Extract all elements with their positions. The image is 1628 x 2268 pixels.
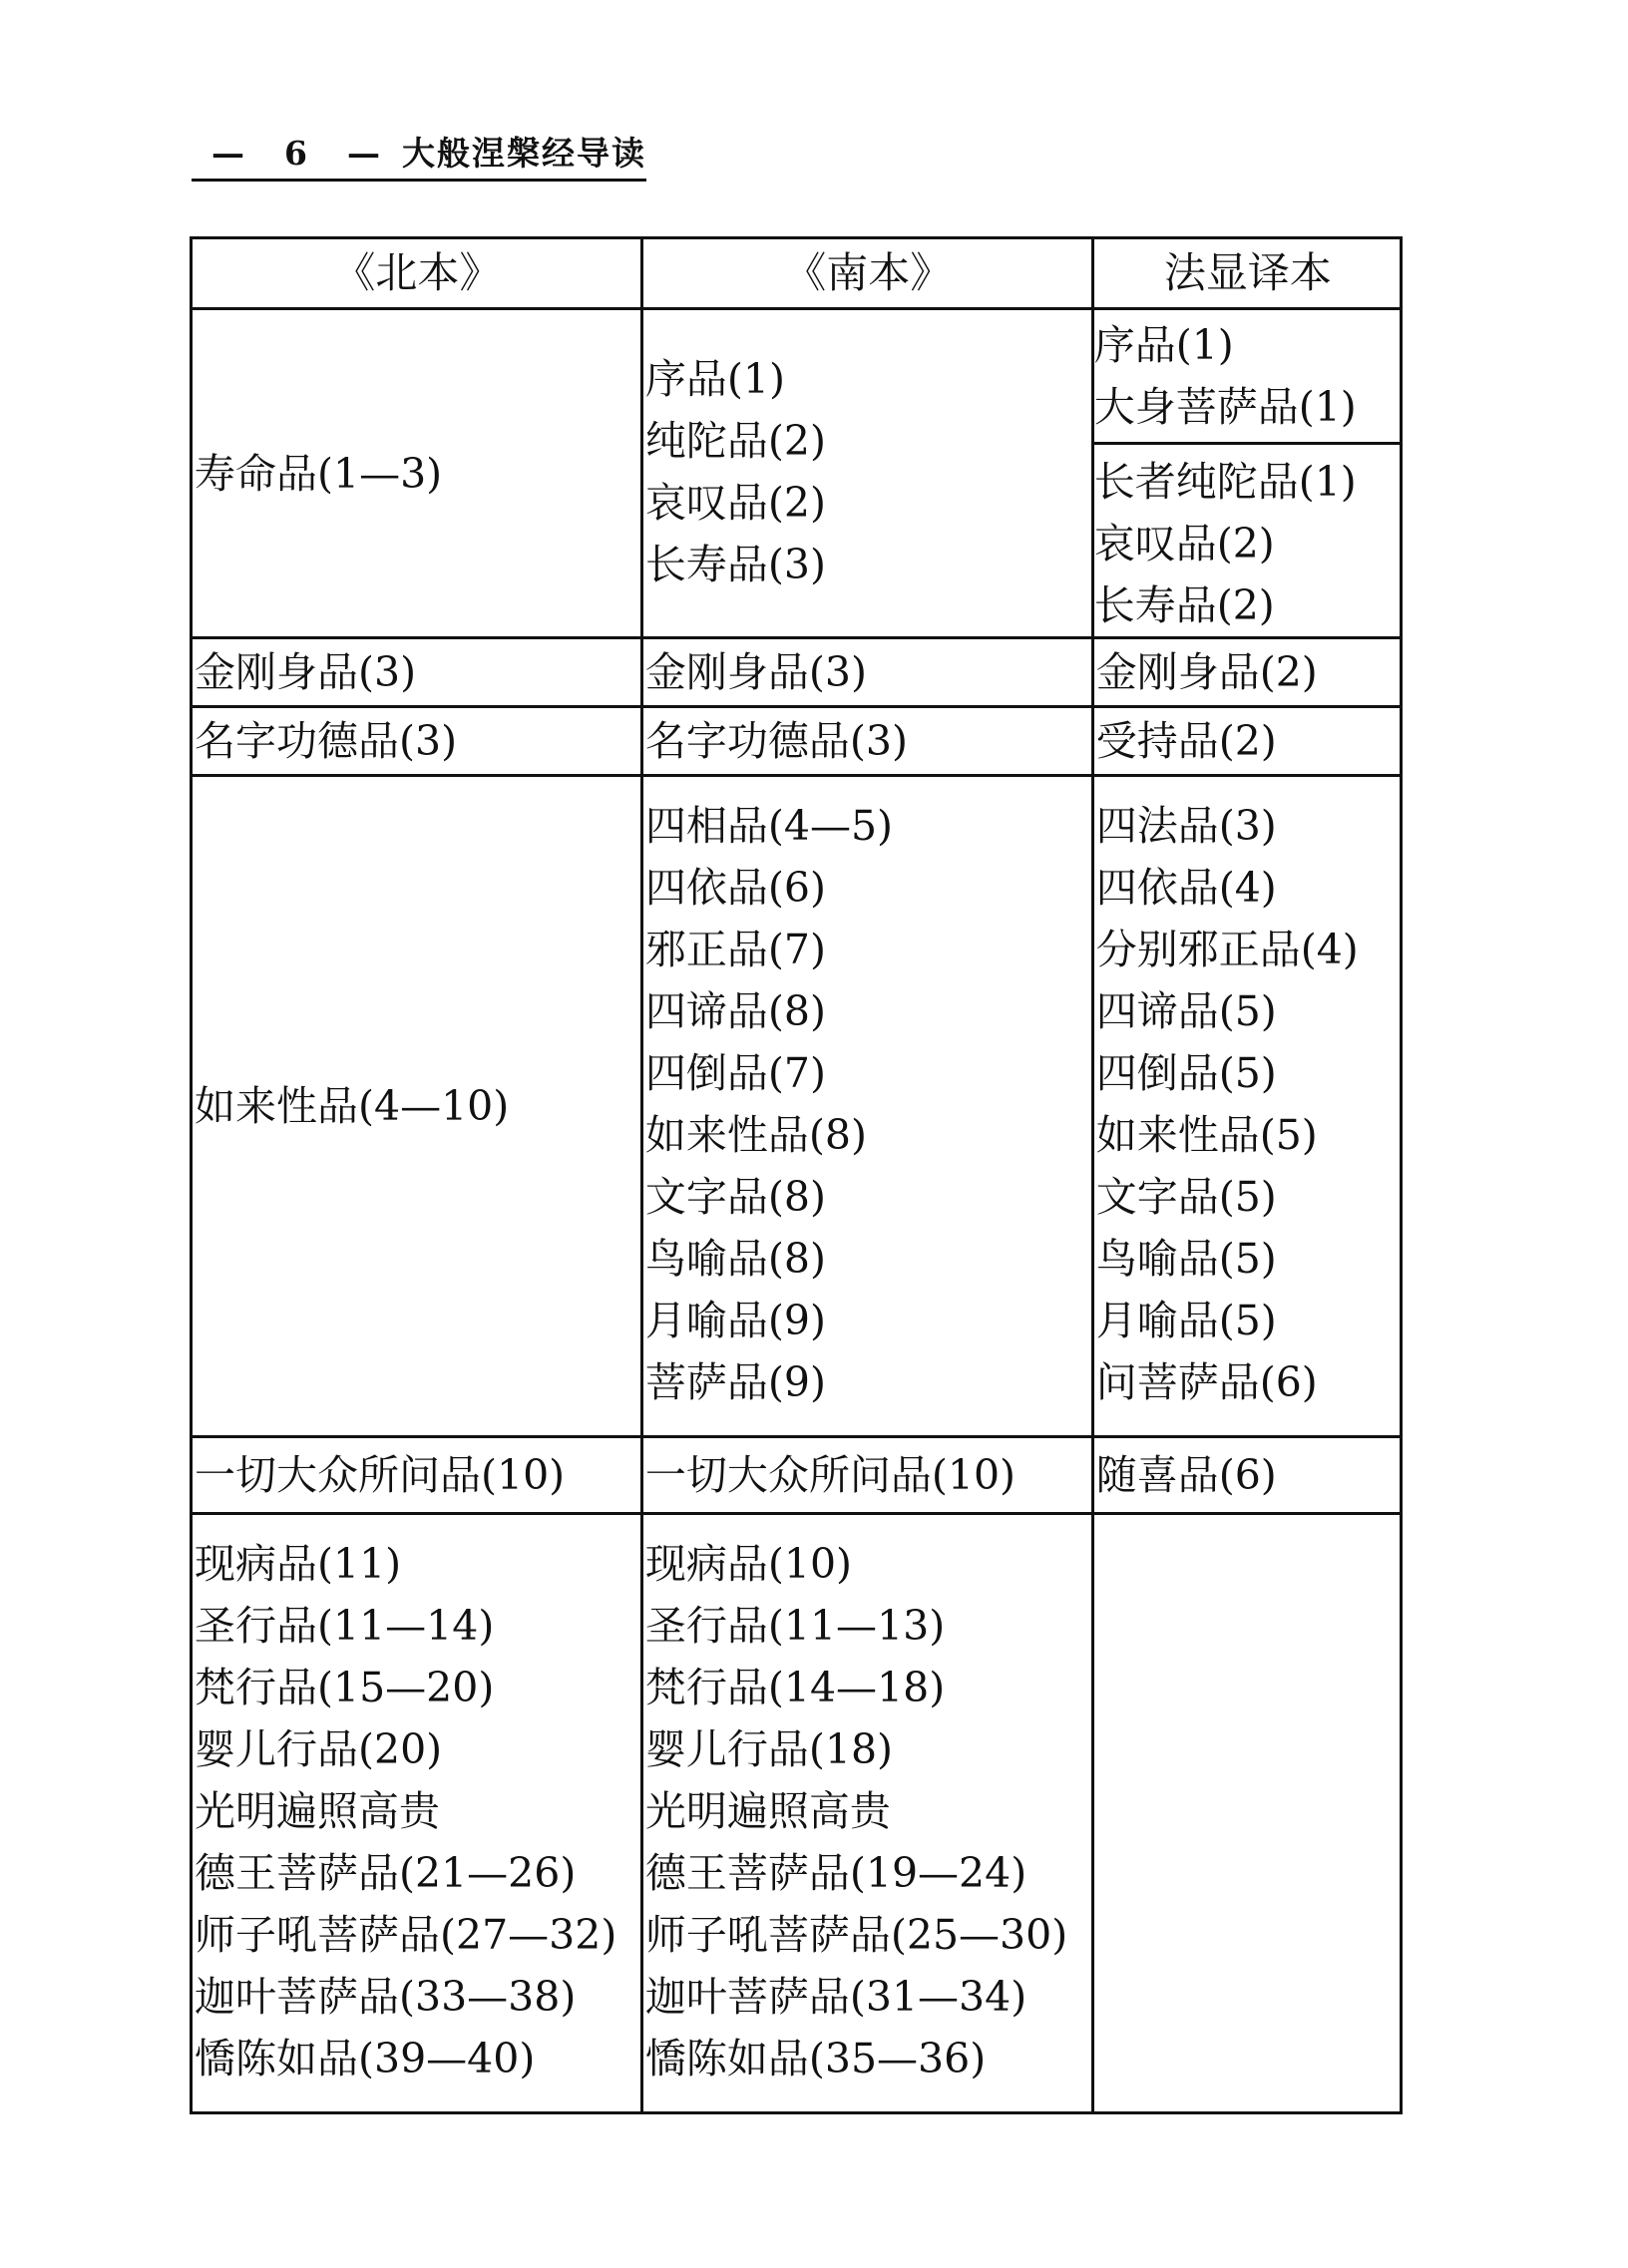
table-row bbox=[192, 707, 1402, 776]
cell-line: 文字品(8) bbox=[644, 1173, 826, 1221]
cell-line: 德王菩萨品(21—26) bbox=[195, 1849, 577, 1897]
cell-line: 如来性品(5) bbox=[1095, 1111, 1318, 1159]
cell-line: 问菩萨品(6) bbox=[1095, 1358, 1318, 1406]
row4-north bbox=[192, 776, 642, 1437]
cell-line: 圣行品(11—14) bbox=[195, 1602, 495, 1650]
row3-faxian: 受持品(2) bbox=[1092, 707, 1401, 776]
cell-line: 分别邪正品(4) bbox=[1095, 926, 1359, 973]
header-dash-left: — bbox=[211, 134, 246, 173]
cell-line: 哀叹品(2) bbox=[644, 478, 826, 527]
cell-line: 梵行品(15—20) bbox=[195, 1664, 495, 1711]
table-header-row bbox=[192, 238, 1402, 309]
cell-line: 四相品(4—5) bbox=[644, 802, 894, 850]
page-number: 6 bbox=[284, 134, 309, 173]
cell-line: 迦叶菩萨品(31—34) bbox=[644, 1973, 1027, 2021]
row1-faxian bbox=[1092, 309, 1401, 638]
cell-line: 婴儿行品(20) bbox=[195, 1725, 443, 1773]
row1-north bbox=[192, 309, 642, 638]
header-north: 《北本》 bbox=[192, 238, 642, 309]
faxian-subcell-top bbox=[1094, 310, 1400, 445]
cell-line: 现病品(11) bbox=[195, 1540, 402, 1588]
cell-line: 师子吼菩萨品(25—30) bbox=[644, 1911, 1068, 1959]
cell-line: 菩萨品(9) bbox=[644, 1358, 826, 1406]
cell-line: 婴儿行品(18) bbox=[644, 1725, 894, 1773]
row6-south bbox=[641, 1514, 1092, 2113]
cell-line: 哀叹品(2) bbox=[1093, 520, 1275, 567]
cell-line: 文字品(5) bbox=[1095, 1173, 1277, 1221]
cell-line: 邪正品(7) bbox=[644, 926, 826, 973]
table-row bbox=[192, 1437, 1402, 1514]
row5-south: 一切大众所问品(10) bbox=[641, 1437, 1092, 1514]
header-dash-right: — bbox=[346, 134, 382, 173]
cell-line: 纯陀品(2) bbox=[644, 416, 826, 465]
cell-line: 长寿品(2) bbox=[1093, 581, 1275, 629]
row2-faxian: 金刚身品(2) bbox=[1092, 638, 1401, 707]
table-row bbox=[192, 1514, 1402, 2113]
cell-line: 月喻品(5) bbox=[1095, 1297, 1277, 1344]
cell-line: 憍陈如品(35—36) bbox=[644, 2035, 987, 2082]
cell-line: 长者纯陀品(1) bbox=[1093, 458, 1357, 506]
faxian-subcell-bottom bbox=[1094, 445, 1400, 636]
row3-south: 名字功德品(3) bbox=[641, 707, 1092, 776]
row6-north bbox=[192, 1514, 642, 2113]
cell-line: 四依品(6) bbox=[644, 864, 826, 912]
cell-line: 鸟喻品(5) bbox=[1095, 1235, 1277, 1283]
comparison-table bbox=[190, 236, 1403, 2114]
cell-line: 长寿品(3) bbox=[644, 540, 826, 588]
cell-line: 现病品(10) bbox=[644, 1540, 853, 1588]
row5-north: 一切大众所问品(10) bbox=[192, 1437, 642, 1514]
row6-faxian-empty bbox=[1092, 1514, 1401, 2113]
table-row bbox=[192, 776, 1402, 1437]
row3-north: 名字功德品(3) bbox=[192, 707, 642, 776]
cell-line: 迦叶菩萨品(33—38) bbox=[195, 1973, 577, 2021]
header-south: 《南本》 bbox=[641, 238, 1092, 309]
cell-line: 圣行品(11—13) bbox=[644, 1602, 946, 1650]
cell-line: 四倒品(5) bbox=[1095, 1049, 1277, 1097]
cell-line: 序品(1) bbox=[1093, 321, 1234, 369]
cell-line: 四谛品(5) bbox=[1095, 987, 1277, 1035]
cell-line: 光明遍照高贵 bbox=[644, 1787, 891, 1835]
row2-north: 金刚身品(3) bbox=[192, 638, 642, 707]
table-row bbox=[192, 309, 1402, 638]
cell-line: 寿命品(1—3) bbox=[195, 449, 443, 498]
row5-faxian: 随喜品(6) bbox=[1092, 1437, 1401, 1514]
book-title: 大般涅槃经导读 bbox=[401, 134, 646, 173]
table-row bbox=[192, 638, 1402, 707]
cell-line: 序品(1) bbox=[644, 354, 785, 403]
cell-line: 憍陈如品(39—40) bbox=[195, 2035, 536, 2082]
cell-line: 如来性品(8) bbox=[644, 1111, 867, 1159]
cell-line: 鸟喻品(8) bbox=[644, 1235, 826, 1283]
cell-line: 四法品(3) bbox=[1095, 802, 1277, 850]
cell-line: 师子吼菩萨品(27—32) bbox=[195, 1911, 617, 1959]
cell-line: 四依品(4) bbox=[1095, 864, 1277, 912]
cell-line: 月喻品(9) bbox=[644, 1297, 826, 1344]
row2-south: 金刚身品(3) bbox=[641, 638, 1092, 707]
cell-line: 四倒品(7) bbox=[644, 1049, 826, 1097]
cell-line: 大身菩萨品(1) bbox=[1093, 383, 1357, 431]
cell-line: 光明遍照高贵 bbox=[195, 1787, 440, 1835]
page-header bbox=[192, 128, 646, 182]
header-faxian: 法显译本 bbox=[1092, 238, 1401, 309]
cell-line: 梵行品(14—18) bbox=[644, 1664, 946, 1711]
row4-faxian bbox=[1092, 776, 1401, 1437]
cell-line: 如来性品(4—10) bbox=[195, 1082, 510, 1130]
cell-line: 德王菩萨品(19—24) bbox=[644, 1849, 1027, 1897]
row1-south bbox=[641, 309, 1092, 638]
cell-line: 四谛品(8) bbox=[644, 987, 826, 1035]
row4-south bbox=[641, 776, 1092, 1437]
